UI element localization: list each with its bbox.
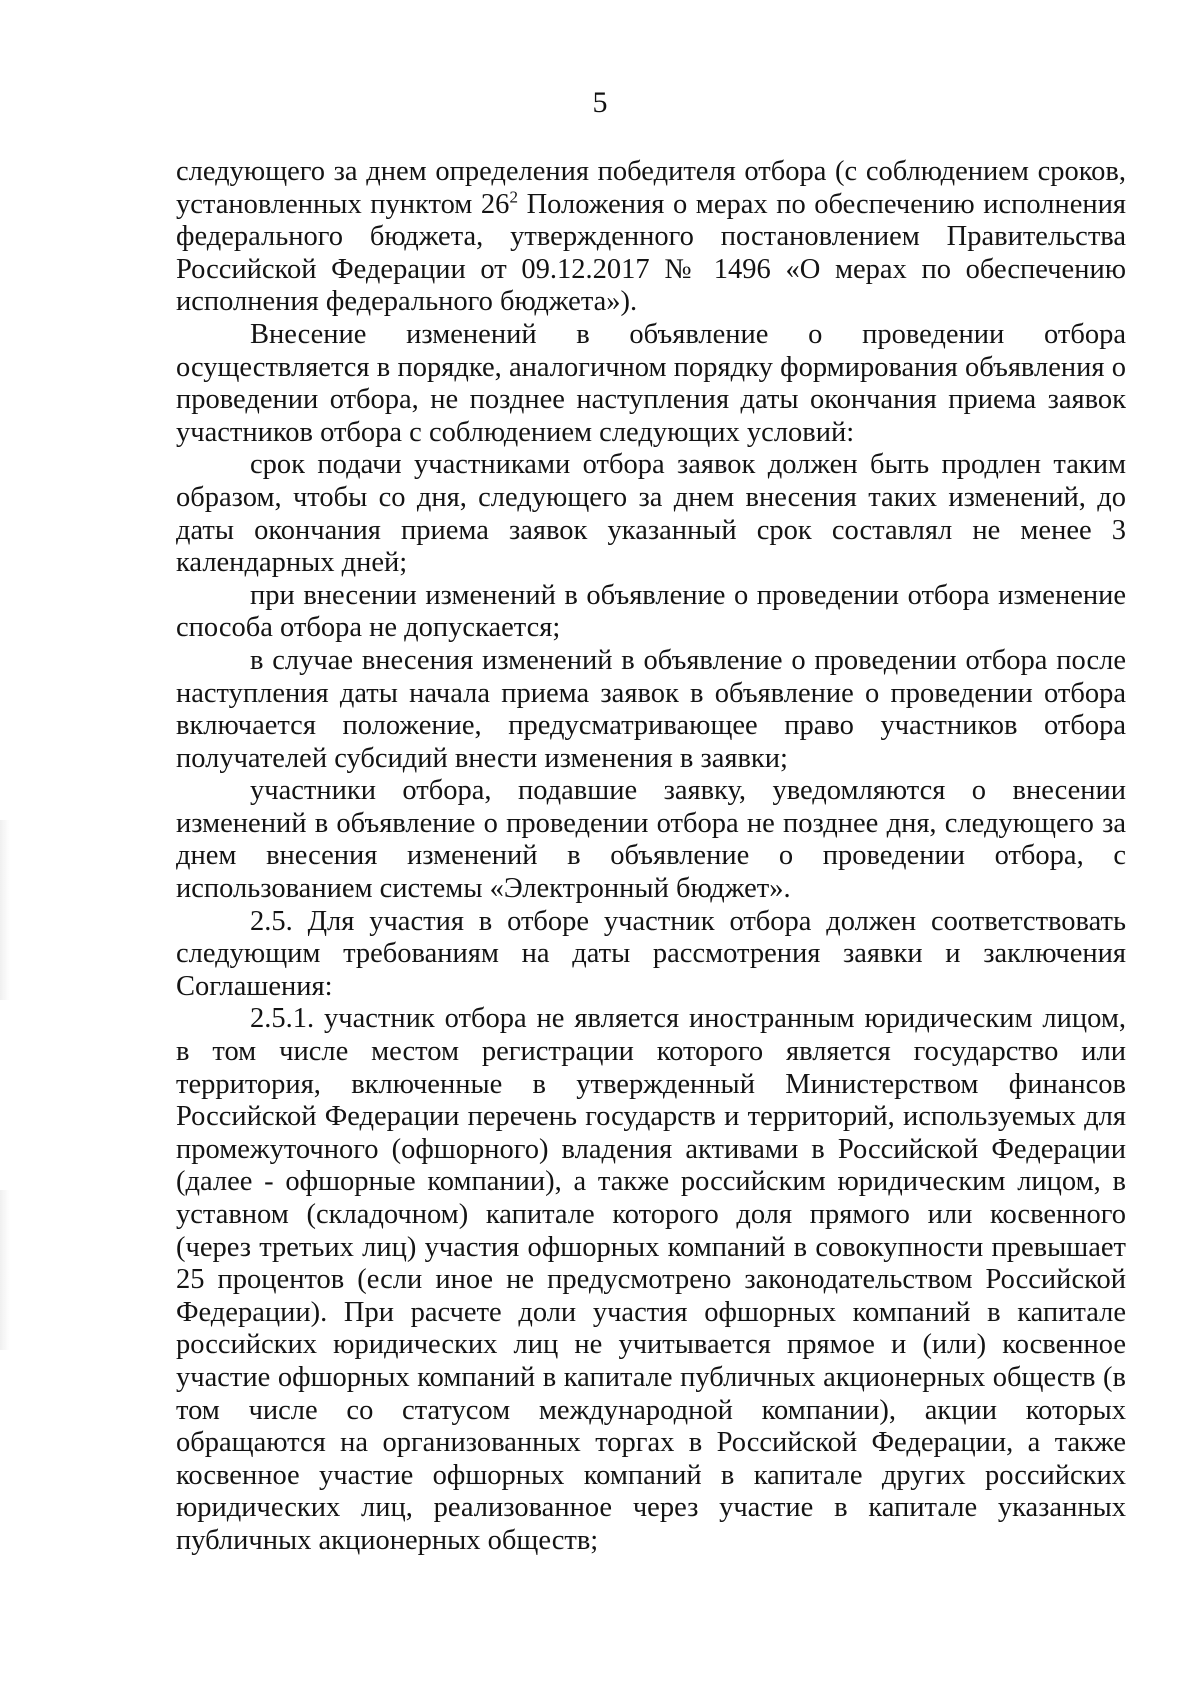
paragraph-text: следующего за днем определения победителя отбора (с соблюдением сроков, установленных пунктом 26 [176,156,1126,220]
paragraph-continuation [176,156,1126,319]
document-body [176,156,1126,1558]
paragraph-text: Положения о мерах по обеспечению исполнения федерального бюджета, утвержденного постановлением Правительства Российской Федерации от 09.12.2017 № 1496 «О мерах по обеспечению исполнения федерального бюджета»). [176,188,1126,318]
paragraph: Внесение изменений в объявление о проведении отбора осуществляется в порядке, аналогичном порядку формирования объявления о проведении отбора, не позднее наступления даты окончания приема заявок участников отбора с соблюдением следующих условий: [176,318,1126,448]
paragraph-section-2-5-1: 2.5.1. участник отбора не является иностранным юридическим лицом, в том числе местом регистрации которого является государство или территория, включенные в утвержденный Министерством финансов Российской Федерации перечень государств и территорий, используемых для промежуточного (офшорного) владения активами в Российской Федерации (далее - офшорные компании), а также российским юридическим лицом, в уставном (складочном) капитале которого доля прямого или косвенного (через третьих лиц) участия офшорных компаний в совокупности превышает 25 процентов (если иное не предусмотрено законодательством Российской Федерации). При расчете доли участия офшорных компаний в капитале российских юридических лиц не учитывается прямое и (или) косвенное участие офшорных компаний в капитале публичных акционерных обществ (в том числе со статусом международной компании), акции которых обращаются на организованных торгах в Российской Федерации, а также косвенное участие офшорных компаний в капитале других российских юридических лиц, реализованное через участие в капитале указанных публичных акционерных обществ; [176,1003,1126,1556]
page-number: 5 [592,86,608,119]
superscript-footnote: 2 [509,187,518,207]
scan-edge-shadow [0,1190,10,1350]
paragraph-section-2-5: 2.5. Для участия в отборе участник отбора должен соответствовать следующим требованиям на даты рассмотрения заявки и заключения Соглашения: [176,905,1126,1002]
paragraph: при внесении изменений в объявление о проведении отбора изменение способа отбора не допускается; [176,579,1126,644]
paragraph: срок подачи участниками отбора заявок должен быть продлен таким образом, чтобы со дня, следующего за днем внесения таких изменений, до даты окончания приема заявок указанный срок составлял не менее 3 календарных дней; [176,449,1126,579]
paragraph: участники отбора, подавшие заявку, уведомляются о внесении изменений в объявление о проведении отбора не позднее дня, следующего за днем внесения изменений в объявление о проведении отбора, с использованием системы «Электронный бюджет». [176,775,1126,905]
paragraph: в случае внесения изменений в объявление о проведении отбора после наступления даты начала приема заявок в объявление о проведении отбора включается положение, предусматривающее право участников отбора получателей субсидий внести изменения в заявки; [176,644,1126,774]
scan-edge-shadow [0,820,10,1000]
